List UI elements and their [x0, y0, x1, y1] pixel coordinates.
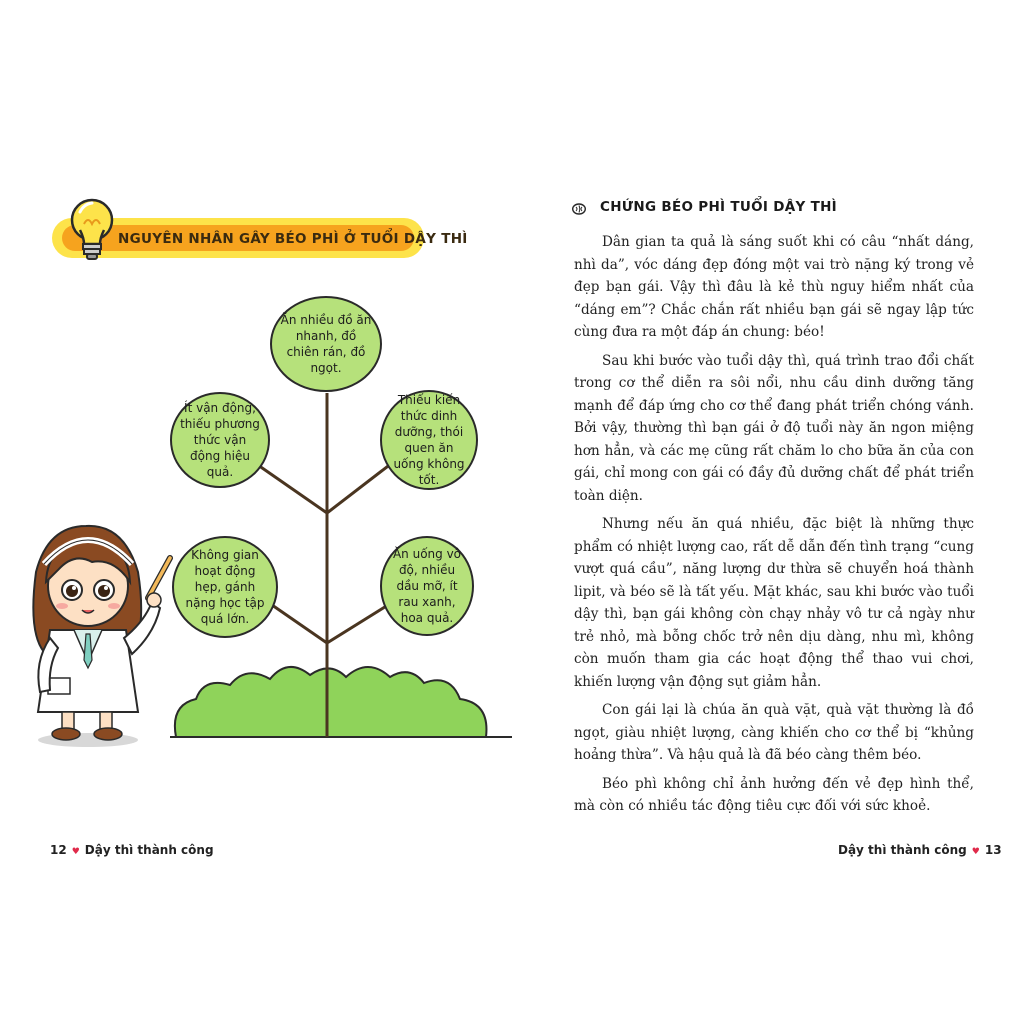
bush-shrubs: [175, 667, 487, 737]
doctor-girl-illustration: [14, 512, 182, 752]
body-text: [574, 231, 974, 824]
cause-bubble-study-pressure: Không gian hoạt động hẹp, gánh nặng học tập quá lớn.: [172, 536, 278, 638]
banner-title: NGUYÊN NHÂN GÂY BÉO PHÌ Ở TUỔI DẬY THÌ: [118, 231, 468, 247]
footer-book-title-right: Dậy thì thành công: [838, 843, 967, 857]
page-number-right: 13: [984, 843, 1002, 857]
page-number-left: 12: [50, 843, 67, 857]
paragraph: Dân gian ta quả là sáng suốt khi có câu “nhất dáng, nhì da”, vóc dáng đẹp đóng một vai trò nặng ký trong vẻ đẹp bạn gái. Vậy thì đâu là kẻ thù nguy hiểm nhất của “dáng em”? Chắc chắn rất nhiều bạn gái sẽ ngay lập tức cùng đưa ra một đáp án chung: béo!: [574, 234, 974, 340]
cause-bubble-nutrition-knowledge: Thiếu kiến thức dinh dưỡng, thói quen ăn uống không tốt.: [380, 390, 478, 490]
cause-bubble-low-activity: Ít vận động, thiếu phương thức vận động hiệu quả.: [170, 392, 270, 488]
footer-book-title-left: Dậy thì thành công: [84, 843, 214, 857]
paragraph: Béo phì không chỉ ảnh hưởng đến vẻ đẹp hình thể, mà còn có nhiều tác động tiêu cực đối với sức khoẻ.: [574, 775, 974, 814]
cause-bubble-fast-food: Ăn nhiều đồ ăn nhanh, đồ chiên rán, đồ ngọt.: [270, 296, 382, 392]
lightbulb-icon: [64, 196, 120, 262]
footer-right: [838, 843, 1002, 857]
footer-left: [50, 843, 214, 857]
cause-bubble-overeating: Ăn uống vô độ, nhiều dầu mỡ, ít rau xanh, hoa quả.: [380, 536, 474, 636]
paragraph: Sau khi bước vào tuổi dậy thì, quá trình trao đổi chất trong cơ thể diễn ra sôi nổi, nhu cầu dinh dưỡng tăng mạnh để đáp ứng cho cơ thể đang phát triển chóng vánh. Bởi vậy, thường thì bạn gái ở độ tuổi này ăn ngon miệng hơn hẳn, và các mẹ cũng rất chăm lo cho bữa ăn của con gái, chỉ mong con gái có đầy đủ dưỡng chất để phát triển toàn diện.: [574, 352, 974, 504]
paragraph: Nhưng nếu ăn quá nhiều, đặc biệt là những thực phẩm có nhiệt lượng cao, rất dễ dẫn đến tình trạng “cung vượt quá cầu”, năng lượng dư thừa sẽ chuyển hoá thành lipit, và béo sẽ là tất yếu. Mặt khác, sau khi bước vào tuổi dậy thì, bạn gái không còn chạy nhảy vô tư cả ngày như trẻ nhỏ, mà bỗng chốc trở nên dịu dàng, nhu mì, không còn muốn tham gia các hoạt động thể thao vui chơi, khiến lượng vận động sụt giảm hẳn.: [574, 516, 974, 690]
paragraph: Con gái lại là chúa ăn quà vặt, quà vặt thường là đồ ngọt, giàu nhiệt lượng, càng khiến cho cơ thể bị “khủng hoảng thừa”. Và hậu quả là đã béo càng thêm béo.: [574, 702, 974, 763]
heart-icon: ♥: [71, 847, 80, 857]
brain-icon: [572, 203, 586, 215]
heart-icon: ♥: [971, 847, 980, 857]
section-heading: CHỨNG BÉO PHÌ TUỔI DẬY THÌ: [600, 199, 837, 215]
